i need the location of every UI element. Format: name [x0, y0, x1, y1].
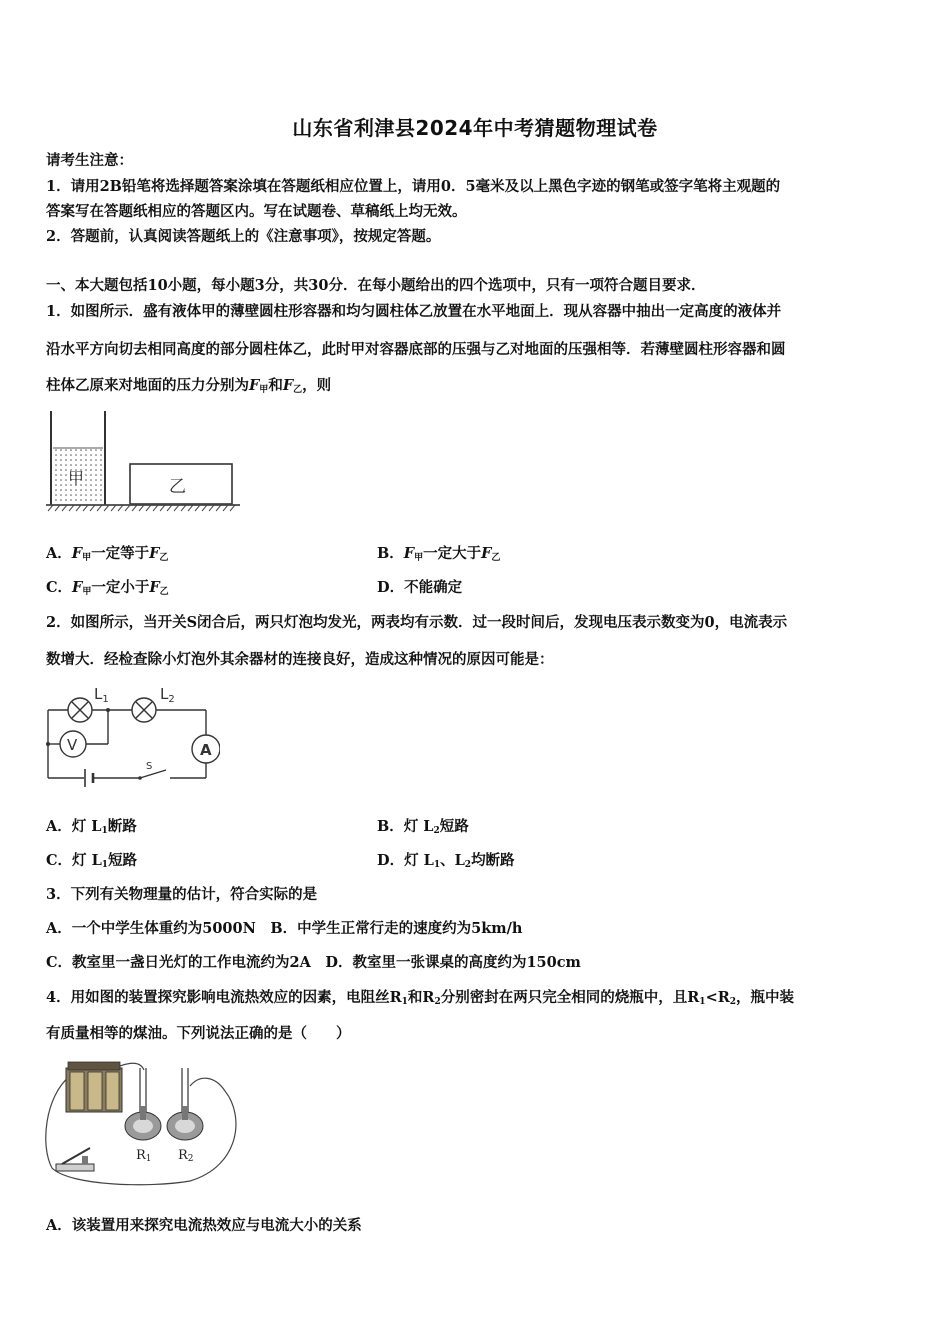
r2-sub: 2 — [187, 1154, 194, 1164]
battery-icon — [85, 769, 93, 787]
flask-r1-icon — [125, 1068, 161, 1140]
section-1-heading: 一、本大题包括10小题，每小题3分，共30分．在每小题给出的四个选项中，只有一项符合题目要求． — [46, 277, 706, 294]
ground-hatch — [46, 505, 240, 511]
notice-item-1b: 答案写在答题纸相应的答题区内。写在试题卷、草稿纸上均无效。 — [46, 203, 467, 220]
container-jia — [51, 411, 105, 505]
knife-switch-icon — [56, 1148, 94, 1171]
q1-stem-line-1: 1．如图所示．盛有液体甲的薄壁圆柱形容器和均匀圆柱体乙放置在水平地面上．现从容器中抽出一定高度的液体并 — [46, 303, 782, 320]
page-title: 山东省利津县2024年中考猜题物理试卷 — [292, 116, 658, 140]
q2-option-d[interactable]: D．灯 $L_1$、$L_2$均断路 — [377, 852, 515, 870]
q1-figure — [44, 408, 244, 518]
q2-option-b[interactable]: B．灯 $L_2$短路 — [377, 818, 469, 836]
svg-text:L1 — [94, 685, 109, 705]
r2-label: R — [178, 1148, 188, 1163]
lamp-l2 — [132, 698, 156, 722]
notice-item-1a: 1．请用2B铅笔将选择题答案涂填在答题纸相应位置上，请用0．5毫米及以上黑色字迹的钢笔或签字笔将主观题的 — [46, 178, 781, 195]
label-jia: 甲 — [68, 469, 85, 488]
q1-stem-line-2: 沿水平方向切去相同高度的部分圆柱体乙，此时甲对容器底部的压强与乙对地面的压强相等．若薄壁圆柱形容器和圆 — [46, 341, 786, 358]
ammeter-label: A — [200, 741, 212, 759]
lamp-l1-label: L — [94, 685, 103, 703]
q1-option-b[interactable]: B．$F_甲$一定大于$F_乙$ — [377, 545, 501, 563]
notice-heading: 请考生注意： — [46, 152, 133, 169]
flask-r2-icon — [167, 1068, 203, 1140]
q2-option-c[interactable]: C．灯 $L_1$短路 — [46, 852, 138, 870]
q1-stem-line-3: 柱体乙原来对地面的压力分别为$F_甲$和$F_乙$，则 — [46, 377, 332, 395]
lamp-l2-label: L — [160, 685, 169, 703]
lamp-l1 — [68, 698, 92, 722]
q1-option-a[interactable]: A．$F_甲$一定等于$F_乙$ — [46, 545, 169, 563]
battery-pack-icon — [66, 1062, 122, 1112]
q4-option-a[interactable]: A．该装置用来探究电流热效应与电流大小的关系 — [46, 1217, 362, 1234]
svg-text:L2 — [160, 685, 175, 705]
lamp-l2-sub: 2 — [168, 694, 175, 705]
r1-sub: 1 — [145, 1154, 152, 1164]
svg-text:R2 — [178, 1148, 194, 1164]
q4-stem-line-2: 有质量相等的煤油。下列说法正确的是（ ） — [46, 1025, 351, 1042]
voltmeter-label: V — [67, 736, 78, 754]
q1-option-c[interactable]: C．$F_甲$一定小于$F_乙$ — [46, 579, 169, 597]
q2-option-a[interactable]: A．灯 $L_1$断路 — [46, 818, 137, 836]
lamp-l1-sub: 1 — [102, 694, 109, 705]
q2-stem-line-2: 数增大．经检查除小灯泡外其余器材的连接良好，造成这种情况的原因可能是： — [46, 651, 554, 668]
switch-pivot — [138, 776, 142, 780]
notice-item-2: 2．答题前，认真阅读答题纸上的《注意事项》，按规定答题。 — [46, 228, 441, 245]
q2-stem-line-1: 2．如图所示，当开关S闭合后，两只灯泡均发光，两表均有示数．过一段时间后，发现电压表示数变为0，电流表示 — [46, 614, 788, 631]
q3-options-cd[interactable]: C．教室里一盏日光灯的工作电流约为2A D．教室里一张课桌的高度约为150cm — [46, 954, 581, 971]
q3-stem: 3．下列有关物理量的估计，符合实际的是 — [46, 886, 318, 903]
q2-circuit-figure — [40, 683, 220, 793]
r1-label: R — [136, 1148, 146, 1163]
q3-options-ab[interactable]: A．一个中学生体重约为5000N B．中学生正常行走的速度约为5km/h — [46, 920, 523, 937]
q4-stem-line-1: 4．用如图的装置探究影响电流热效应的因素，电阻丝$R_1$和$R_2$分别密封在两只完全相同的烧瓶中，且$R_1<R_2$，瓶中装 — [46, 989, 795, 1007]
label-yi: 乙 — [169, 477, 186, 497]
svg-text:R1 — [136, 1148, 152, 1164]
switch-label: S — [146, 761, 153, 772]
q1-option-d[interactable]: D．不能确定 — [377, 579, 463, 596]
q4-apparatus-figure — [40, 1056, 250, 1196]
